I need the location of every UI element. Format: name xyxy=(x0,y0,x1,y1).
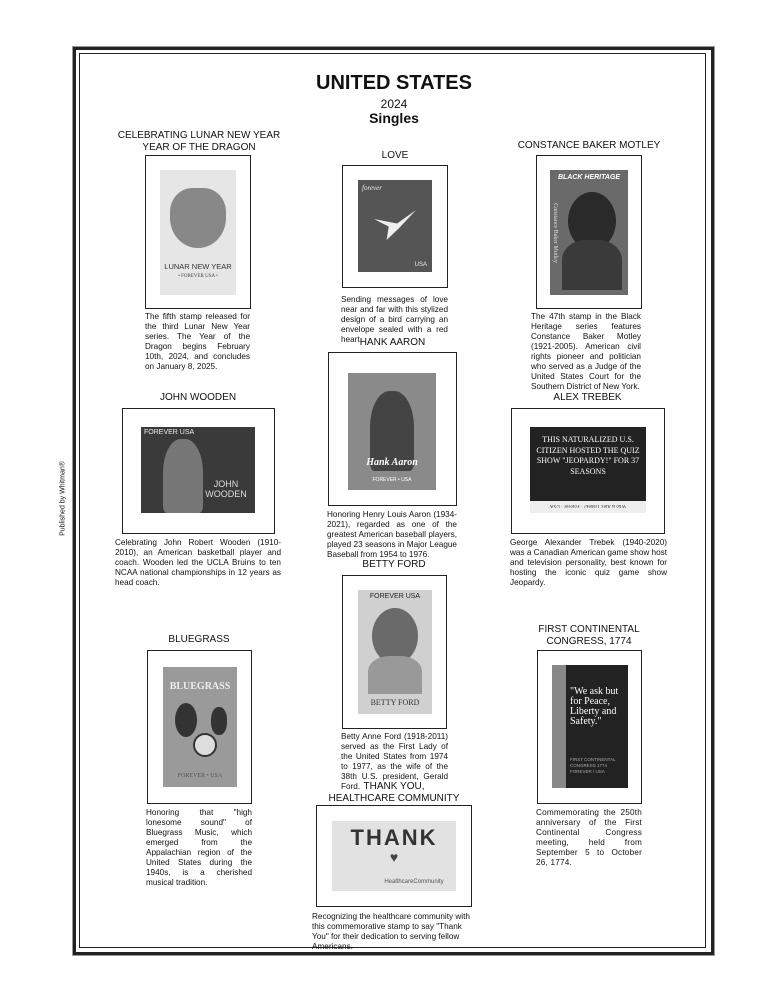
stamp-title-wooden: JOHN WOODEN xyxy=(159,392,237,403)
stamp-mount-aaron[interactable] xyxy=(328,352,457,506)
stamp-desc-lunar: The fifth stamp released for the third Lunar New Year series. The Year of the Dragon begins February 10th, 2024, and concludes on January 8, 2025. xyxy=(145,312,250,371)
stamp-text: JOHN WOODEN xyxy=(205,479,247,499)
heart-icon: ♥ xyxy=(389,851,399,866)
stamp-text: "We ask but for Peace, Liberty and Safety." xyxy=(570,686,619,727)
stamp-title-aaron: HANK AARON xyxy=(359,337,426,348)
stamp-subtext: USA xyxy=(414,262,427,268)
title-line: YEAR OF THE DRAGON xyxy=(142,142,256,153)
stamp-subtext: Who is Alex Trebek? · Forever · USA xyxy=(549,503,627,508)
title-line: CONGRESS, 1774 xyxy=(546,636,632,647)
guitar-icon xyxy=(175,703,197,737)
stamp-mount-bluegrass[interactable] xyxy=(147,650,252,804)
title-line: HEALTHCARE COMMUNITY xyxy=(328,793,460,804)
stamp-mount-lunar[interactable] xyxy=(145,155,251,309)
stamp-title-bluegrass: BLUEGRASS xyxy=(168,634,230,645)
portrait-body xyxy=(562,240,622,290)
stamp-mount-ford[interactable] xyxy=(342,575,447,729)
stamp-image-bluegrass xyxy=(163,667,237,787)
stamp-mount-love[interactable] xyxy=(342,165,448,288)
stamp-subtext: FIRST CONTINENTAL CONGRESS 1774 FOREVER / USA xyxy=(570,757,616,774)
stamp-desc-aaron: Honoring Henry Louis Aaron (1934-2021), regarded as one of the greatest American baseball players, played 23 seasons in Major League Baseball from 1954 to 1976. xyxy=(327,510,457,559)
portrait-image xyxy=(163,439,203,513)
stamp-subtext: FOREVER USA xyxy=(144,429,195,436)
stamp-subtext: Constance Baker Motley xyxy=(552,203,558,263)
stamp-text: THIS NATURALIZED U.S. CITIZEN HOSTED THE QUIZ SHOW "JEOPARDY!" FOR 37 SEASONS xyxy=(536,435,640,476)
stamp-mount-motley[interactable] xyxy=(536,155,642,309)
stamp-text: BLACK HERITAGE xyxy=(557,174,621,181)
stamp-mount-congress[interactable] xyxy=(537,650,642,804)
stamp-subtext: • FOREVER USA • xyxy=(178,274,218,279)
stamp-text: THANK xyxy=(350,825,438,850)
stamp-desc-bluegrass: Honoring that "high lonesome sound" of Bluegrass Music, which emerged from the Appalachian region of the United States during the 1940s, is a cherished musical tradition. xyxy=(146,808,252,887)
stamp-desc-ford: Betty Anne Ford (1918-2011) served as the First Lady of the United States from 1974 to 1977, as the wife of the 38th U.S. president, Gerald Ford. xyxy=(341,732,448,791)
stamp-image-motley xyxy=(550,170,628,295)
dragon-icon xyxy=(170,188,226,248)
stamp-title-healthcare xyxy=(300,781,488,805)
stamp-title-lunar xyxy=(110,130,288,154)
stamp-image-aaron xyxy=(348,373,436,490)
stamp-image-wooden xyxy=(141,427,255,513)
stamp-mount-wooden[interactable] xyxy=(122,408,275,534)
stamp-title-motley: CONSTANCE BAKER MOTLEY xyxy=(517,140,661,151)
stamp-title-love: LOVE xyxy=(381,150,409,161)
stamp-desc-motley: The 47th stamp in the Black Heritage series features Constance Baker Motley (1921-2005). American civil rights pioneer and politician who served as a Judge of the United States Court for the Southern District of New York. xyxy=(531,312,641,391)
bird-icon xyxy=(374,210,416,240)
stamp-subtext: HealthcareCommunity xyxy=(384,879,444,885)
stamp-desc-congress: Commemorating the 250th anniversary of the First Continental Congress meeting, held from September 5 to October 26, 1774. xyxy=(536,808,642,867)
page-subtitle: Singles xyxy=(369,110,419,126)
page-year: 2024 xyxy=(380,97,408,111)
fiddle-icon xyxy=(211,707,227,735)
stamp-title-congress xyxy=(520,624,658,648)
stamp-subtext: FOREVER USA xyxy=(369,593,421,600)
stamp-title-trebek: ALEX TREBEK xyxy=(553,392,622,403)
stamp-mount-trebek[interactable] xyxy=(511,408,665,534)
publisher-credit: Published by Whitman® xyxy=(59,461,67,536)
stamp-title-ford: BETTY FORD xyxy=(362,559,426,570)
stamp-subtext: FOREVER • USA xyxy=(177,773,223,779)
stamp-image-congress xyxy=(552,665,628,788)
stamp-image-love xyxy=(358,180,432,272)
stamp-desc-trebek: George Alexander Trebek (1940-2020) was a Canadian American game show host and television personality, best known for hosting the iconic quiz game show Jeopardy. xyxy=(510,538,668,587)
title-line: CELEBRATING LUNAR NEW YEAR xyxy=(117,130,281,141)
stamp-desc-love: Sending messages of love near and far with this stylized design of a bird carrying an envelope sealed with a red heart. xyxy=(341,295,448,344)
title-line: THANK YOU, xyxy=(363,781,425,792)
stamp-image-lunar xyxy=(160,170,236,295)
banjo-icon xyxy=(193,733,217,757)
stamp-desc-healthcare: Recognizing the healthcare community with this commemorative stamp to say "Thank You" for their dedication to serving fellow Americans. xyxy=(312,912,470,951)
stamp-image-healthcare xyxy=(332,821,456,891)
portrait-body xyxy=(368,656,422,694)
stamp-image-ford xyxy=(358,590,432,714)
stamp-text: Hank Aaron xyxy=(366,457,418,468)
stamp-stripe xyxy=(552,665,566,788)
stamp-text: BETTY FORD xyxy=(370,698,420,707)
stamp-text: forever xyxy=(362,184,382,192)
title-line: FIRST CONTINENTAL xyxy=(538,624,640,635)
stamp-subtext: FOREVER • USA xyxy=(372,477,412,483)
page-title: UNITED STATES xyxy=(316,72,472,94)
stamp-text: LUNAR NEW YEAR xyxy=(164,262,232,271)
stamp-desc-wooden: Celebrating John Robert Wooden (1910-2010), an American basketball player and coach. Wooden led the UCLA Bruins to ten NCAA national championships in 12 years as head coach. xyxy=(115,538,281,587)
stamp-mount-healthcare[interactable] xyxy=(316,805,472,907)
stamp-image-trebek xyxy=(530,427,646,513)
stamp-text: BLUEGRASS xyxy=(169,681,231,692)
